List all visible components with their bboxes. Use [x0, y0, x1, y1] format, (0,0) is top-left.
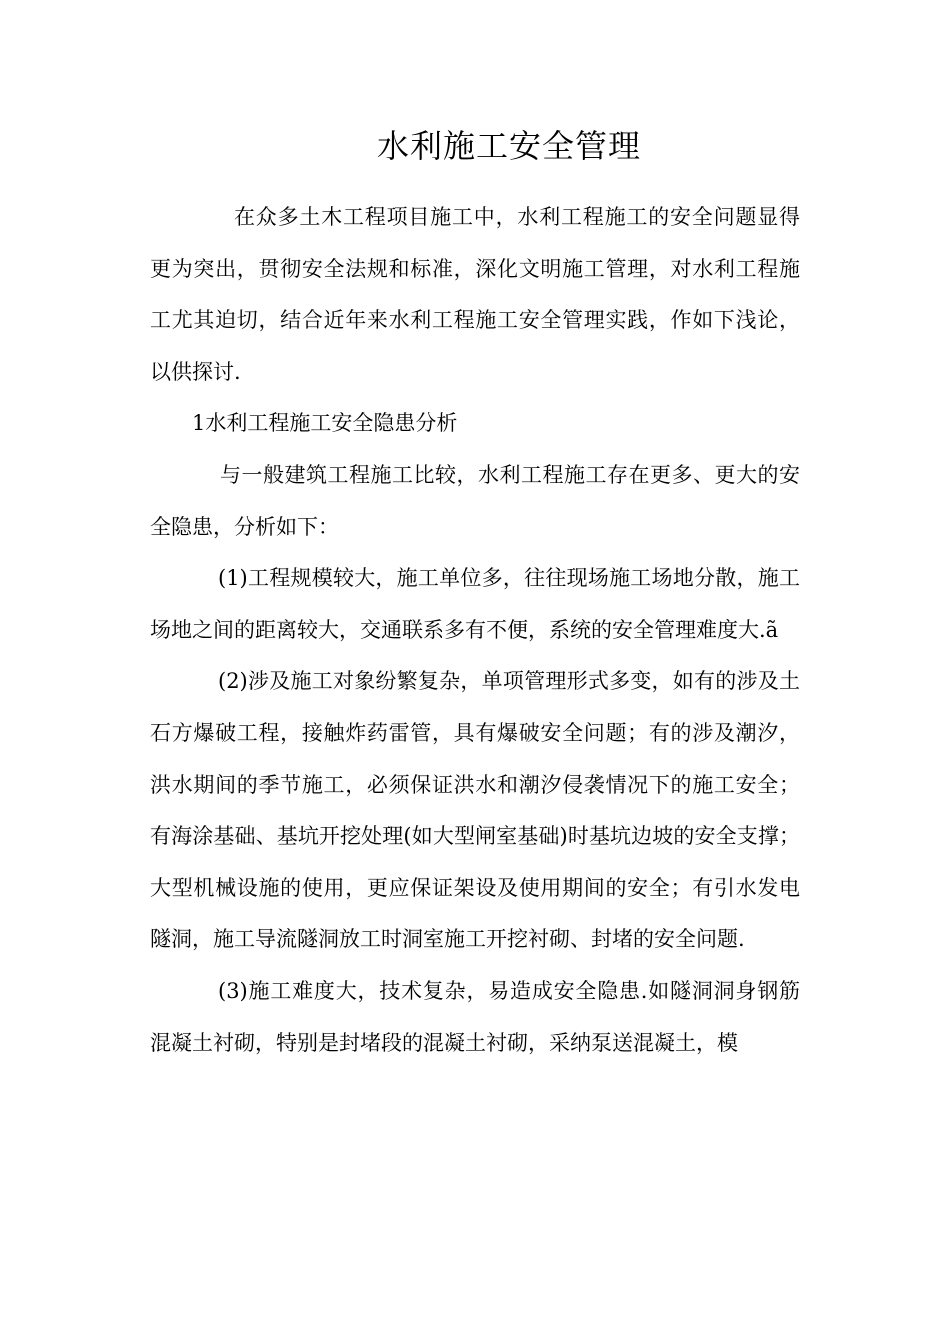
list-item-1: (1)工程规模较大，施工单位多，往往现场施工场地分散，施工场地之间的距离较大，交通联系多有不便，系统的安全管理难度大.ã	[150, 566, 800, 642]
section-heading: 1水利工程施工安全隐患分析	[192, 411, 458, 436]
section-intro-paragraph: 与一般建筑工程施工比较，水利工程施工存在更多、更大的安全隐患，分析如下：	[150, 462, 800, 539]
list-item-3: (3)施工难度大，技术复杂，易造成安全隐患.如隧洞洞身钢筋混凝土衬砌，特别是封堵段的混凝土衬砌，采纳泵送混凝土，模	[150, 978, 800, 1055]
document-title: 水利施工安全管理	[376, 127, 641, 165]
intro-paragraph: 在众多土木工程项目施工中，水利工程施工的安全问题显得更为突出，贯彻安全法规和标准，深化文明施工管理，对水利工程施工尤其迫切，结合近年来水利工程施工安全管理实践，作如下浅论，以供探讨.	[150, 205, 800, 384]
list-item-2: (2)涉及施工对象纷繁复杂，单项管理形式多变，如有的涉及土石方爆破工程，接触炸药雷管，具有爆破安全问题；有的涉及潮汐，洪水期间的季节施工，必须保证洪水和潮汐侵袭情况下的施工安全；有海涂基础、基坑开挖处理(如大型闸室基础)时基坑边坡的安全支撑；大型机械设施的使用，更应保证架设及使用期间的安全；有引水发电隧洞，施工导流隧洞放工时洞室施工开挖衬砌、封堵的安全问题.	[150, 669, 800, 952]
document-body	[150, 192, 800, 1069]
